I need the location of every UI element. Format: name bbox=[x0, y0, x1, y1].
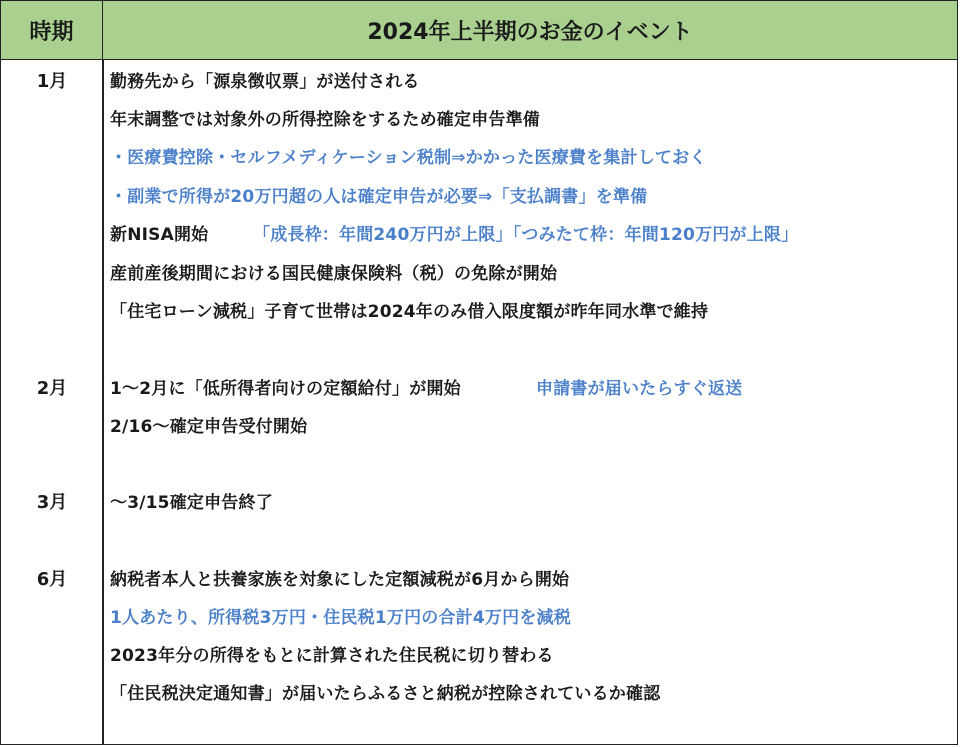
jan-line-2: 年末調整では対象外の所得控除をするため確定申告準備 bbox=[110, 110, 540, 130]
feb-line-1-note: 申請書が届いたらすぐ返送 bbox=[536, 379, 743, 399]
month-february: 2月 bbox=[36, 378, 68, 399]
jan-line-5-limits: 「成長枠：年間240万円が上限」「つみたて枠：年間120万円が上限」 bbox=[253, 225, 799, 245]
month-march: 3月 bbox=[36, 492, 68, 513]
feb-line-2: 2/16〜確定申告受付開始 bbox=[110, 417, 308, 437]
feb-line-1: 1〜2月に「低所得者向けの定額給付」が開始 bbox=[110, 379, 461, 399]
jan-line-6: 産前産後期間における国民健康保険料（税）の免除が開始 bbox=[110, 264, 558, 284]
header-period: 時期 bbox=[1, 1, 103, 59]
jun-line-4: 「住民税決定通知書」が届いたらふるさと納税が控除されているか確認 bbox=[110, 684, 661, 704]
column-divider bbox=[102, 60, 104, 744]
jan-line-3: ・医療費控除・セルフメディケーション税制⇒かかった医療費を集計しておく bbox=[110, 148, 707, 168]
month-june: 6月 bbox=[36, 569, 68, 590]
jun-line-1: 納税者本人と扶養家族を対象にした定額減税が6月から開始 bbox=[110, 570, 570, 590]
mar-line-1: 〜3/15確定申告終了 bbox=[110, 493, 273, 513]
month-january: 1月 bbox=[36, 71, 68, 92]
jan-line-1: 勤務先から「源泉徴収票」が送付される bbox=[110, 72, 420, 92]
jan-line-7: 「住宅ローン減税」子育て世帯は2024年のみ借入限度額が昨年同水準で維持 bbox=[110, 302, 709, 322]
jan-line-5-label: 新NISA開始 bbox=[110, 225, 209, 245]
header-title: 2024年上半期のお金のイベント bbox=[367, 19, 693, 45]
jun-line-2: 1人あたり、所得税3万円・住民税1万円の合計4万円を減税 bbox=[110, 608, 571, 628]
table-header bbox=[1, 1, 957, 60]
jun-line-3: 2023年分の所得をもとに計算された住民税に切り替わる bbox=[110, 646, 554, 666]
jan-line-4: ・副業で所得が20万円超の人は確定申告が必要⇒「支払調書」を準備 bbox=[110, 187, 648, 207]
